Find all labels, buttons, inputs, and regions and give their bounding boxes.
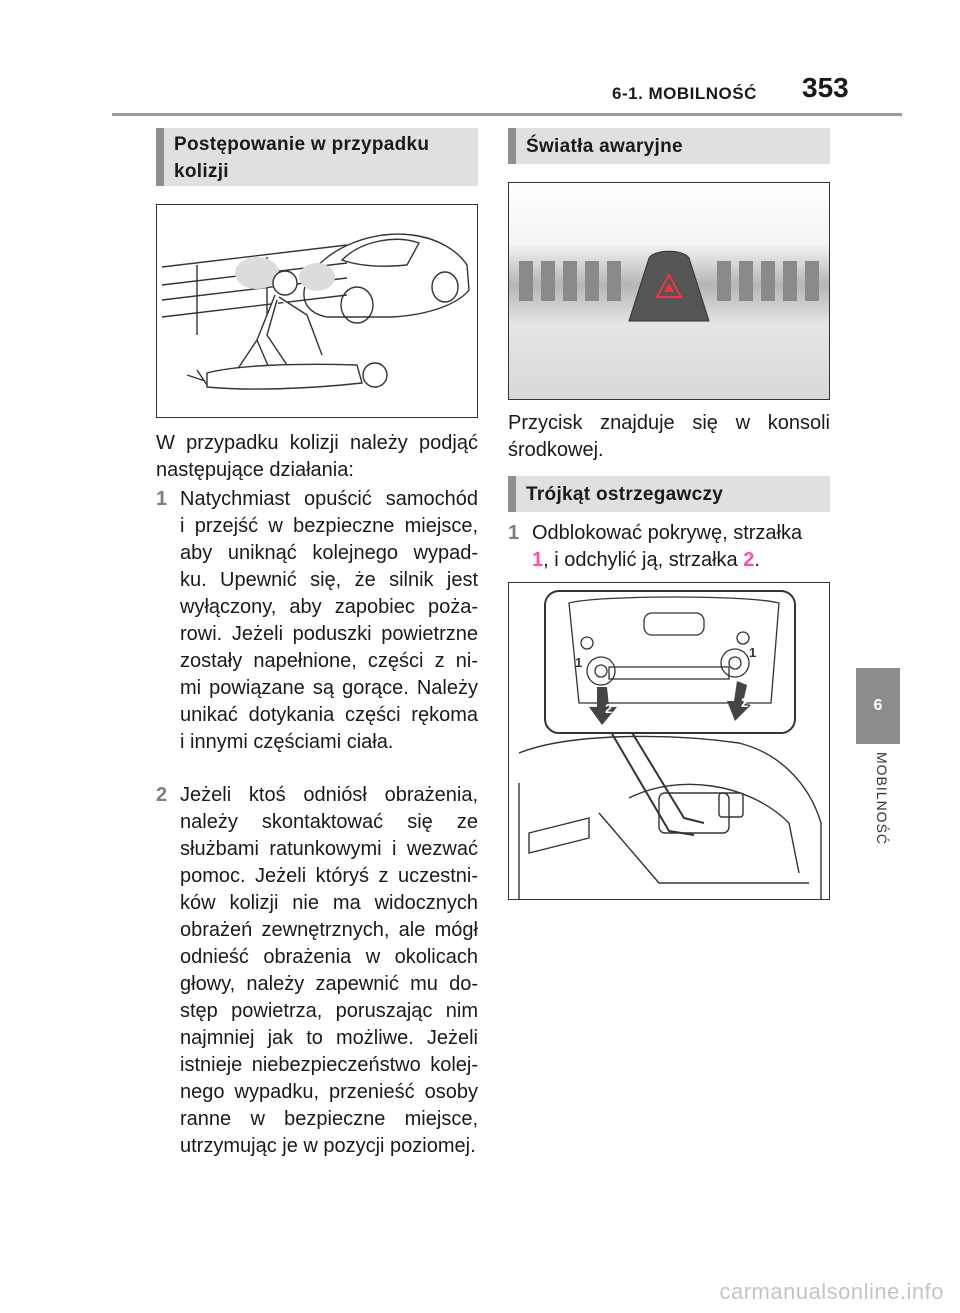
step2-line: Jeżeli ktoś odniósł obrażenia, bbox=[180, 784, 478, 806]
hazard-line1: Przycisk znajduje się w konsoli bbox=[508, 412, 830, 434]
triangle-line2 bbox=[532, 547, 830, 574]
step1-line: aby uniknąć kolejnego wypad- bbox=[180, 542, 478, 564]
step1-line: wyłączony, aby zapobiec poża- bbox=[180, 596, 478, 618]
callout-label: 1 bbox=[749, 645, 757, 660]
intro-paragraph bbox=[156, 430, 478, 484]
chapter-tab[interactable]: 6 bbox=[856, 668, 900, 744]
triangle-section-title bbox=[508, 476, 830, 512]
step1-line: unikać dotykania części rękoma bbox=[180, 704, 478, 726]
step-number: 1 bbox=[508, 522, 520, 544]
arrow-ref-1: 1 bbox=[532, 549, 544, 571]
collision-section-title bbox=[156, 128, 478, 186]
chapter-label bbox=[860, 752, 898, 872]
step1-line: i innymi częściami ciała. bbox=[180, 731, 394, 753]
watermark: carmanualsonline.info bbox=[719, 1279, 944, 1304]
step2-line: pomoc. Jeżeli któryś z uczestni- bbox=[180, 865, 478, 887]
step1-line: Natychmiast opuścić samochód bbox=[180, 488, 478, 510]
callout-label: 2 bbox=[741, 695, 749, 710]
callout-label: 1 bbox=[575, 655, 583, 670]
step2-line: należy skontaktować się ze bbox=[180, 811, 478, 833]
step2-line: istnieje niebezpieczeństwo kolej- bbox=[180, 1054, 478, 1076]
step2-line: stęp powietrza, poruszając nim bbox=[180, 1000, 478, 1022]
triangle-figure bbox=[508, 582, 830, 900]
collision-title-line1: Postępowanie w przypadku bbox=[174, 134, 430, 155]
accident-figure bbox=[156, 204, 478, 418]
step2-line: obrażeń zewnętrznych, ale mógł bbox=[180, 919, 478, 941]
step2-line: ranne w bezpieczne miejsce, bbox=[180, 1108, 478, 1130]
triangle-line1: Odblokować pokrywę, strzałka bbox=[532, 522, 803, 544]
step2-line: utrzymując je w pozycji poziomej. bbox=[180, 1135, 476, 1157]
triangle-line2-text: , i odchylić ją, strzałka bbox=[543, 549, 744, 571]
triangle-step-1 bbox=[508, 520, 830, 574]
step-number: 2 bbox=[156, 784, 168, 806]
step2-line: służbami ratunkowymi i wezwać bbox=[180, 838, 478, 860]
arrow-ref-2: 2 bbox=[743, 549, 755, 571]
callout-label: 2 bbox=[605, 701, 613, 716]
page-number: 353 bbox=[802, 72, 849, 103]
triangle-title-text: Trójkąt ostrzegawczy bbox=[526, 484, 724, 505]
step2-line: odnieść obrażenia w okolicach bbox=[180, 946, 478, 968]
collision-step-2 bbox=[156, 782, 478, 1160]
hazard-paragraph bbox=[508, 410, 830, 464]
accident-first-aid-icon bbox=[157, 205, 477, 417]
step1-line: i przejść w bezpieczne miejsce, bbox=[180, 515, 478, 537]
header-rule bbox=[112, 113, 902, 116]
trunk-lid-triangle-icon bbox=[509, 583, 829, 899]
step2-line: ków kolizji nie ma widocznych bbox=[180, 892, 478, 914]
step1-line: ku. Upewnić się, że silnik jest bbox=[180, 569, 478, 591]
triangle-line2-end: . bbox=[754, 549, 760, 571]
running-head: 6-1. MOBILNOŚĆ bbox=[612, 84, 757, 103]
hazard-switch-icon bbox=[509, 183, 829, 399]
step1-line: zostały napełnione, części z ni- bbox=[180, 650, 478, 672]
collision-step-1 bbox=[156, 486, 478, 756]
hazard-line2: środkowej. bbox=[508, 439, 604, 461]
collision-title-line2: kolizji bbox=[174, 161, 229, 182]
intro-line2: następujące działania: bbox=[156, 459, 354, 481]
step1-line: rowi. Jeżeli poduszki powietrzne bbox=[180, 623, 478, 645]
step2-line: głowy, należy zapewnić mu do- bbox=[180, 973, 478, 995]
hazard-figure bbox=[508, 182, 830, 400]
hazard-section-title bbox=[508, 128, 830, 164]
step2-line: najmniej jak to możliwe. Jeżeli bbox=[180, 1027, 478, 1049]
intro-line1: W przypadku kolizji należy podjąć bbox=[156, 432, 478, 454]
step1-line: mi powiązane są gorące. Należy bbox=[180, 677, 478, 699]
hazard-title-text: Światła awaryjne bbox=[526, 136, 683, 157]
chapter-label-text: MOBILNOŚĆ bbox=[874, 752, 890, 846]
step-number: 1 bbox=[156, 488, 168, 510]
step2-line: nego wypadku, przenieść osoby bbox=[180, 1081, 478, 1103]
